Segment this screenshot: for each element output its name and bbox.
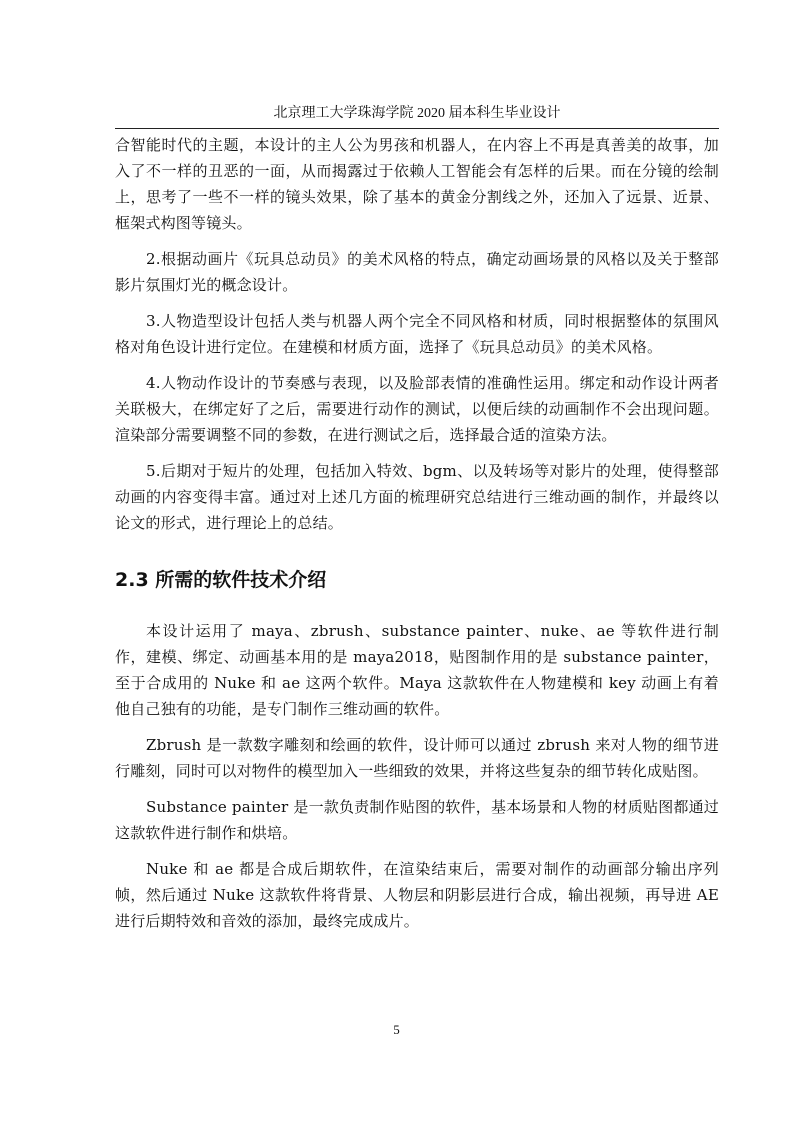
page-header: 北京理工大学珠海学院 2020 届本科生毕业设计 bbox=[273, 106, 561, 121]
paragraph-item-4: 4.人物动作设计的节奏感与表现，以及脸部表情的准确性运用。绑定和动作设计两者关联极大，在绑定好了之后，需要进行动作的测试，以便后续的动画制作不会出现问题。渲染部分需要调整不同的参数，在进行测试之后，选择最合适的渲染方法。 bbox=[115, 374, 719, 444]
paragraph-substance-painter: Substance painter 是一款负责制作贴图的软件，基本场景和人物的材质贴图都通过这款软件进行制作和烘培。 bbox=[115, 798, 719, 842]
paragraph-nuke-ae: Nuke 和 ae 都是合成后期软件，在渲染结束后，需要对制作的动画部分输出序列帧，然后通过 Nuke 这款软件将背景、人物层和阴影层进行合成，输出视频，再导进 AE 进行后期特效和音效的添加，最终完成成片。 bbox=[115, 860, 719, 930]
paragraph-item-5: 5.后期对于短片的处理，包括加入特效、bgm、以及转场等对影片的处理，使得整部动画的内容变得丰富。通过对上述几方面的梳理研究总结进行三维动画的制作，并最终以论文的形式，进行理论上的总结。 bbox=[115, 462, 719, 532]
paragraph-continued: 合智能时代的主题，本设计的主人公为男孩和机器人，在内容上不再是真善美的故事，加入了不一样的丑恶的一面，从而揭露过于依赖人工智能会有怎样的后果。而在分镜的绘制上，思考了一些不一样的镜头效果，除了基本的黄金分割线之外，还加入了远景、近景、框架式构图等镜头。 bbox=[115, 136, 719, 232]
page-number: 5 bbox=[393, 1022, 400, 1037]
paragraph-software-overview: 本设计运用了 maya、zbrush、substance painter、nuke、ae 等软件进行制作，建模、绑定、动画基本用的是 maya2018，贴图制作用的是 substance painter，至于合成用的 Nuke 和 ae 这两个软件。Maya 这款软件在人物建模和 key 动画上有着他自己独有的功能，是专门制作三维动画的软件。 bbox=[115, 622, 719, 718]
paragraph-item-2: 2.根据动画片《玩具总动员》的美术风格的特点，确定动画场景的风格以及关于整部影片氛围灯光的概念设计。 bbox=[115, 250, 719, 294]
header-divider bbox=[115, 128, 719, 129]
paragraph-item-3: 3.人物造型设计包括人类与机器人两个完全不同风格和材质，同时根据整体的氛围风格对角色设计进行定位。在建模和材质方面，选择了《玩具总动员》的美术风格。 bbox=[115, 312, 719, 356]
paragraph-zbrush: Zbrush 是一款数字雕刻和绘画的软件，设计师可以通过 zbrush 来对人物的细节进行雕刻，同时可以对物件的模型加入一些细致的效果，并将这些复杂的细节转化成贴图。 bbox=[115, 736, 719, 780]
section-heading: 2.3 所需的软件技术介绍 bbox=[115, 569, 327, 591]
body-text bbox=[115, 132, 719, 934]
